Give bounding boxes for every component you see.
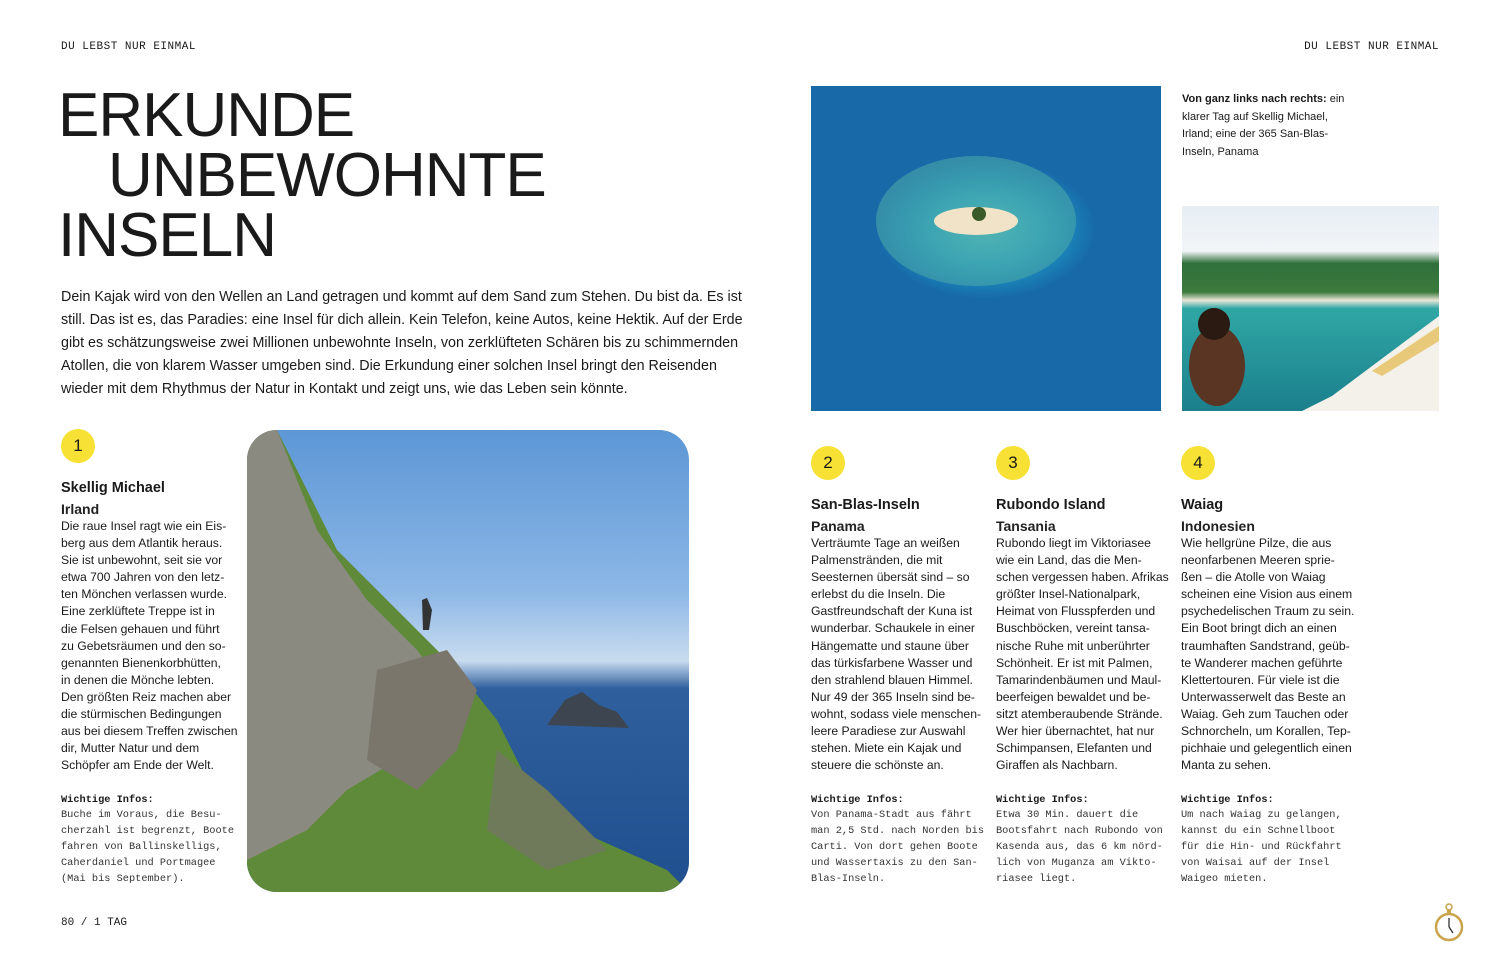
island-entry-waiag bbox=[1181, 495, 1361, 887]
info-text: Buche im Voraus, die Besu- cherzahl ist begrenzt, Boote fahren von Ballinskelligs, Caherdaniel und Portmagee (Mai bis September). bbox=[61, 809, 235, 885]
title-line: INSELN bbox=[58, 201, 276, 270]
island-country: Irland bbox=[61, 501, 100, 517]
island-number-badge: 3 bbox=[996, 446, 1030, 480]
island-number-badge: 4 bbox=[1181, 446, 1215, 480]
island-entry-san-blas bbox=[811, 495, 991, 887]
island-name: Rubondo Island bbox=[996, 497, 1106, 513]
island-description: Verträumte Tage an weißen Palmenstränden, die mit Seesternen übersät sind – so erlebst du die Inseln. Die Gastfreundschaft der Kuna ist wunderbar. Schaukele in einer Hängematte und staune über das türkisfarbene Wasser und den strahlend blauen Himmel. Nur 49 der 365 Inseln sind be- wohnt, sodass viele menschen- leere Paradiese zur Auswahl stehen. Miete ein Kajak und steuere die schönste an. bbox=[811, 536, 982, 773]
caption-text: ein klarer Tag auf Skellig Michael, Irland; eine der 365 San-Blas- Inseln, Panama bbox=[1182, 93, 1345, 158]
island-country: Indonesien bbox=[1181, 518, 1255, 534]
info-label: Wichtige Infos: bbox=[1181, 794, 1274, 807]
info-label: Wichtige Infos: bbox=[996, 794, 1089, 807]
title-line: UNBEWOHNTE bbox=[108, 141, 546, 210]
intro-paragraph: Dein Kajak wird von den Wellen an Land getragen und kommt auf dem Sand zum Stehen. Du bist da. Es ist still. Das ist es, das Paradies: eine Insel für dich allein. Kein Telefon, keine Autos, keine Hektik. Auf der Erde gibt es schätzungsweise zwei Millionen unbewohnte Inseln, von zerklüfteten Schären bis zu schimmernden Atollen, die von klarem Wasser umgeben sind. Die Erkundung einer solchen Insel bringt den Reisenden wieder mit dem Rhythmus der Natur in Kontakt und zeigt uns, wie das Leben sein könnte. bbox=[61, 289, 743, 397]
photo-caption bbox=[1182, 91, 1344, 161]
island-entry-rubondo bbox=[996, 495, 1176, 887]
page-title bbox=[58, 81, 546, 270]
info-text: Um nach Waiag zu gelangen, kannst du ein Schnellboot für die Hin- und Rückfahrt von Waisai auf der Insel Waigeo mieten. bbox=[1181, 809, 1342, 885]
island-description: Wie hellgrüne Pilze, die aus neonfarbenen Meeren sprie- ßen – die Atolle von Waiag scheinen eine Vision aus einem psychedelischen Traum zu sein. Ein Boot bringt dich an einen traumhaften Sandstrand, geüb- te Wanderer machen geführte Klettertouren. Für viele ist die Unterwasserwelt das Beste an Waiag. Geh zum Tauchen oder Schnorcheln, um Korallen, Tep- pichhaie und gelegentlich einen Manta zu sehen. bbox=[1181, 536, 1355, 773]
caption-lead: Von ganz links nach rechts: bbox=[1182, 93, 1327, 105]
pocket-watch-icon bbox=[1433, 903, 1465, 943]
page-number: 80 / 1 TAG bbox=[61, 917, 128, 929]
info-label: Wichtige Infos: bbox=[61, 794, 154, 807]
island-entry-skellig-michael bbox=[61, 478, 241, 887]
running-header-right: DU LEBST NUR EINMAL bbox=[1304, 41, 1439, 53]
island-number-badge: 1 bbox=[61, 429, 95, 463]
info-text: Von Panama-Stadt aus fährt man 2,5 Std. nach Norden bis Carti. Von dort gehen Boote und Wassertaxis zu den San- Blas-Inseln. bbox=[811, 809, 985, 885]
photo-island-boat bbox=[1182, 206, 1439, 411]
title-line: ERKUNDE bbox=[58, 81, 355, 150]
island-description: Die raue Insel ragt wie ein Eis- berg aus dem Atlantik heraus. Sie ist unbewohnt, seit sie vor etwa 700 Jahren von den letz- ten Mönchen verlassen wurde. Eine zerklüftete Treppe ist in die Felsen gehauen und führt zu Gebetsräumen und den so- genannten Bienenkorbhütten, in denen die Mönche lebten. Den größten Reiz machen aber die stürmischen Bedingungen aus bei diesem Treffen zwischen dir, Mutter Natur und dem Schöpfer am Ende der Welt. bbox=[61, 519, 238, 773]
island-name: San-Blas-Inseln bbox=[811, 497, 920, 513]
running-header-left: DU LEBST NUR EINMAL bbox=[61, 41, 196, 53]
island-country: Tansania bbox=[996, 518, 1056, 534]
info-text: Etwa 30 Min. dauert die Bootsfahrt nach Rubondo von Kasenda aus, das 6 km nörd- lich von Muganza am Vikto- riasee liegt. bbox=[996, 809, 1163, 885]
info-label: Wichtige Infos: bbox=[811, 794, 904, 807]
island-name: Skellig Michael bbox=[61, 480, 165, 496]
photo-san-blas-aerial bbox=[811, 86, 1161, 411]
island-name: Waiag bbox=[1181, 497, 1224, 513]
island-number-badge: 2 bbox=[811, 446, 845, 480]
island-description: Rubondo liegt im Viktoriasee wie ein Land, das die Men- schen vergessen haben. Afrikas größter Insel-Nationalpark, Heimat von Flusspferden und Buschböcken, vereint tansa- nische Ruhe mit unberührter Schönheit. Er ist mit Palmen, Tamarindenbäumen und Maul- beerfeigen bewaldet und be- sitzt atemberaubende Strände. Wer hier übernachtet, hat nur Schimpansen, Elefanten und Giraffen als Nachbarn. bbox=[996, 536, 1169, 773]
island-country: Panama bbox=[811, 518, 865, 534]
photo-skellig-michael bbox=[247, 430, 689, 892]
